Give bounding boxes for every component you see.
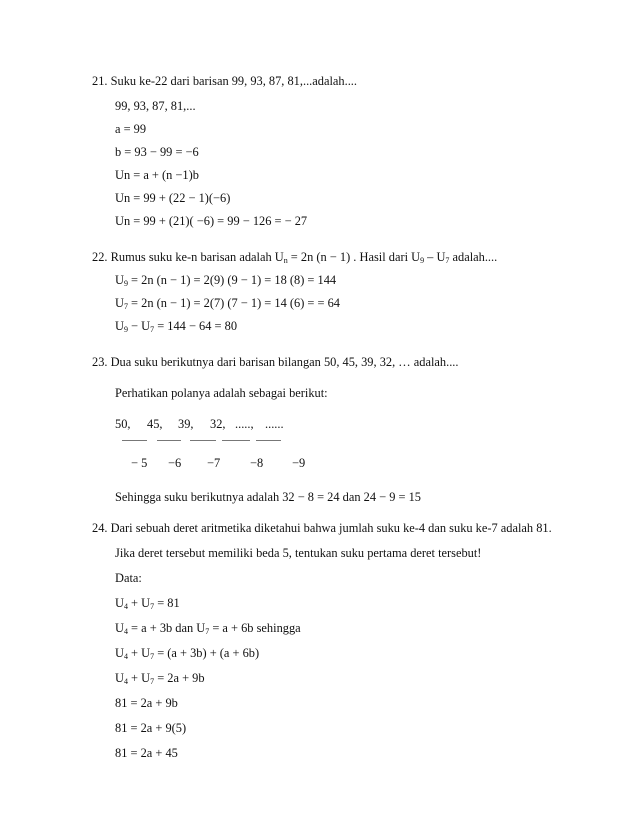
q24-line-3: 81 = 2a + 45 [115, 746, 178, 760]
q23-difference-line [190, 440, 216, 441]
q24-text: + U [127, 596, 151, 610]
q24-subscript: 4 [123, 627, 128, 636]
q22-text: U [115, 296, 124, 310]
q24-question-line-2: Jika deret tersebut memiliki beda 5, tentukan suku pertama deret tersebut! [115, 546, 482, 560]
q22-text: − U [127, 319, 151, 333]
q22-subscript: 7 [123, 302, 128, 311]
q22-subscript: 7 [445, 256, 450, 265]
q24-question-line [92, 520, 552, 536]
q23-difference: −6 [168, 456, 182, 470]
q23-note: Perhatikan polanya adalah sebagai berikut: [115, 386, 328, 400]
q23-difference: −7 [207, 456, 221, 470]
q22-subscript: 9 [420, 256, 425, 265]
q22-text: U [115, 273, 124, 287]
q22-subscript: 9 [123, 325, 128, 334]
q23-question: Dua suku berikutnya dari barisan bilangan 50, 45, 39, 32, … adalah.... [110, 355, 459, 369]
q22-subscript: 7 [150, 325, 155, 334]
q24-subscript: 4 [123, 602, 128, 611]
q24-step-2 [115, 620, 301, 636]
q22-line-2 [115, 295, 340, 311]
q21-line-3: b = 93 − 99 = −6 [115, 145, 199, 159]
q24-subscript: 7 [205, 627, 210, 636]
q24-subscript: 4 [123, 652, 128, 661]
q23-difference-line [157, 440, 181, 441]
q23-difference: − 5 [131, 456, 148, 470]
q21-line-4: Un = a + (n −1)b [115, 168, 199, 182]
q22-line-1 [115, 272, 336, 288]
q24-subscript: 7 [150, 677, 155, 686]
q23-question-line [92, 354, 459, 370]
q22-question-part: adalah.... [449, 250, 498, 264]
q24-text: U [115, 596, 124, 610]
q24-subscript: 7 [150, 652, 155, 661]
q24-step-4 [115, 670, 205, 686]
q24-text: = (a + 3b) + (a + 6b) [154, 646, 260, 660]
q23-term: 45, [147, 417, 163, 431]
q21-question-line [92, 73, 357, 89]
q24-text: U [115, 621, 124, 635]
q22-text: = 2n (n − 1) = 2(7) (7 − 1) = 14 (6) = = 64 [127, 296, 340, 310]
q22-question-line [92, 249, 497, 265]
q23-difference-line [122, 440, 147, 441]
q24-line-1: 81 = 2a + 9b [115, 696, 178, 710]
q23-difference-line [256, 440, 281, 441]
q21-line-2: a = 99 [115, 122, 147, 136]
q23-term: 50, [115, 417, 131, 431]
q24-text: U [115, 671, 124, 685]
q24-text: = a + 6b sehingga [209, 621, 301, 635]
q24-text: = 81 [154, 596, 180, 610]
q21-question: Suku ke-22 dari barisan 99, 93, 87, 81,...adalah.... [110, 74, 357, 88]
q22-line-3 [115, 318, 237, 334]
q22-text: = 2n (n − 1) = 2(9) (9 − 1) = 18 (8) = 144 [127, 273, 337, 287]
q21-line-6: Un = 99 + (21)( −6) = 99 − 126 = − 27 [115, 214, 308, 228]
q23-conclusion: Sehingga suku berikutnya adalah 32 − 8 = 24 dan 24 − 9 = 15 [115, 490, 422, 504]
q22-question-part: Rumus suku ke-n barisan adalah U [110, 250, 284, 264]
q23-term: ...... [265, 417, 284, 431]
q24-number: 24. [92, 521, 108, 535]
q23-term: ....., [235, 417, 254, 431]
q24-text: = a + 3b dan U [127, 621, 206, 635]
q21-line-5: Un = 99 + (22 − 1)(−6) [115, 191, 231, 205]
q24-text: U [115, 646, 124, 660]
q24-text: = 2a + 9b [154, 671, 205, 685]
q23-number: 23. [92, 355, 108, 369]
q24-line-2: 81 = 2a + 9(5) [115, 721, 187, 735]
q24-subscript: 7 [150, 602, 155, 611]
q23-difference: −9 [292, 456, 306, 470]
q24-subscript: 4 [123, 677, 128, 686]
q23-term: 32, [210, 417, 226, 431]
q24-question: Dari sebuah deret aritmetika diketahui bahwa jumlah suku ke-4 dan suku ke-7 adalah 81. [110, 521, 552, 535]
q22-question-part: – U [424, 250, 446, 264]
q24-text: + U [127, 646, 151, 660]
q22-text: = 144 − 64 = 80 [154, 319, 238, 333]
q23-term: 39, [178, 417, 194, 431]
q24-data-label: Data: [115, 571, 142, 585]
q22-subscript: n [283, 256, 288, 265]
q23-difference-line [222, 440, 250, 441]
q22-text: U [115, 319, 124, 333]
q21-number: 21. [92, 74, 108, 88]
q24-step-3 [115, 645, 259, 661]
q22-number: 22. [92, 250, 108, 264]
q24-step-1 [115, 595, 180, 611]
q22-question-part: = 2n (n − 1) . Hasil dari U [287, 250, 421, 264]
q24-text: + U [127, 671, 151, 685]
q23-difference: −8 [250, 456, 264, 470]
q21-line-1: 99, 93, 87, 81,... [115, 99, 196, 113]
q22-subscript: 9 [123, 279, 128, 288]
